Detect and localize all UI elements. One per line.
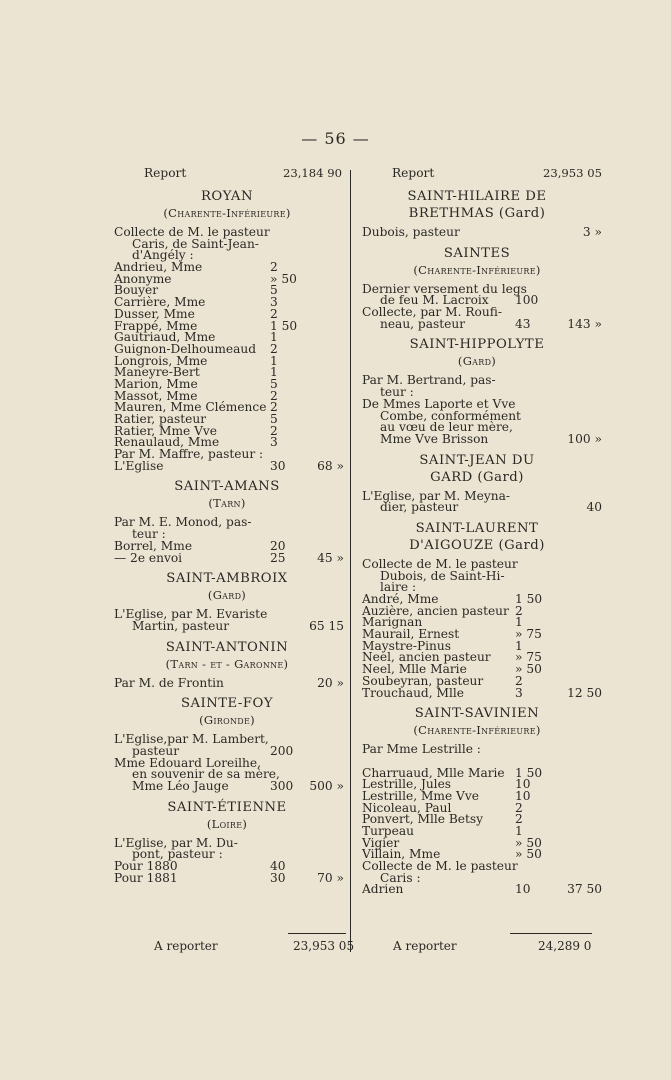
entry-subtotal: 65 15	[309, 618, 344, 633]
entry-text: dier, pasteur	[380, 500, 459, 515]
entry-amount: » 75	[515, 627, 542, 642]
entry-line	[114, 675, 350, 690]
entry-amount: 100	[515, 293, 539, 308]
entry-amount: 5	[270, 412, 278, 426]
entry-amount: 30	[270, 458, 286, 473]
entry-amount: 1 50	[270, 318, 298, 333]
entry-list	[362, 744, 602, 896]
entry-list	[362, 488, 602, 515]
section-title: SAINT-AMANS	[174, 479, 280, 495]
entry-amount: 2	[270, 388, 278, 403]
section	[104, 695, 350, 792]
section-title: SAINTES	[443, 245, 511, 261]
entry-text: Lestrille, Jules	[362, 777, 452, 792]
entry-amount: 1	[515, 824, 523, 838]
a-reporter-value-right: 24,289 0	[538, 939, 592, 953]
entry-text: Par M. Maffre, pasteur :	[114, 447, 264, 462]
entry-text: Collecte de M. le pasteur	[362, 859, 518, 874]
entry-text: Soubeyran, pasteur	[362, 673, 484, 688]
entry-text: De Mmes Laporte et Vve	[362, 396, 516, 411]
entry-text: Mme Léo Jauge	[132, 779, 229, 793]
entry-amount: 1	[515, 638, 523, 653]
entry-text: Carrière, Mme	[114, 295, 206, 310]
entry-text: Ratier, pasteur	[114, 412, 207, 426]
entry-text: au vœu de leur mère,	[380, 420, 513, 435]
entry-amount: 2	[270, 306, 278, 321]
entry-text: teur :	[380, 385, 414, 400]
entry-text: Marignan	[362, 615, 423, 630]
entry-subtotal: 45 »	[317, 550, 344, 565]
entry-text: teur :	[132, 527, 166, 542]
entry-text: Villain, Mme	[362, 847, 441, 862]
entry-line	[114, 870, 350, 885]
entry-amount: 1	[270, 330, 278, 345]
entry-text: Longrois, Mme	[114, 353, 208, 368]
entry-text: Frappé, Mme	[114, 318, 198, 333]
section-subtitle: (Gard)	[457, 354, 497, 369]
entry-amount: 10	[515, 882, 531, 897]
section	[104, 478, 350, 564]
entry-amount: 2	[270, 341, 278, 356]
entry-text: Dernier versement du legs	[362, 281, 527, 296]
entry-amount: 3	[270, 295, 278, 310]
section-subtitle: (Tarn)	[208, 496, 246, 511]
entry-text: pasteur	[132, 743, 180, 758]
entry-amount: » 50	[515, 835, 542, 850]
a-reporter-value-left: 23,953 05	[293, 939, 355, 953]
entry-subtotal: 3 »	[582, 225, 602, 239]
entry-amount: 200	[270, 743, 294, 758]
entry-text: Pour 1881	[114, 870, 178, 885]
section-title: ROYAN	[201, 189, 253, 204]
entry-text: Ratier, Mme Vve	[114, 423, 217, 438]
entry-text: Maystre-Pinus	[362, 638, 451, 653]
entry-list	[362, 227, 602, 239]
entry-subtotal: 100 »	[567, 431, 602, 446]
section-title: SAINT-AMBROIX	[166, 571, 288, 587]
entry-line	[114, 550, 350, 565]
entry-text: Ponvert, Mlle Betsy	[362, 812, 484, 827]
entry-amount: 5	[270, 283, 278, 298]
entry-subtotal: 70 »	[317, 870, 344, 885]
entry-text: Par M. E. Monod, pas-	[114, 515, 252, 530]
entry-text: Dusser, Mme	[114, 306, 195, 321]
entry-amount: 2	[515, 812, 523, 827]
entry-amount: 2	[515, 673, 523, 688]
entry-text: Auzière, ancien pasteur	[362, 603, 509, 618]
section	[352, 705, 602, 896]
entry-line	[114, 458, 350, 473]
entry-text: Gautriaud, Mme	[114, 330, 216, 345]
entry-text: Trouchaud, Mlle	[362, 685, 464, 700]
entry-text: Par M. Bertrand, pas-	[362, 373, 496, 388]
section-title: SAINT-JEAN DU	[419, 452, 535, 468]
entry-text: Collecte, par M. Roufi-	[362, 305, 502, 320]
entry-text: Lestrille, Mme Vve	[362, 788, 479, 803]
section-subtitle: (Charente-Inférieure)	[413, 723, 541, 738]
entry-list	[114, 734, 350, 792]
entry-line	[362, 685, 602, 700]
section-subtitle: (Gironde)	[199, 713, 255, 728]
entry-list	[362, 375, 602, 445]
total-rule-right	[510, 933, 592, 934]
a-reporter-label-right: A reporter	[393, 939, 457, 953]
entry-text: Pour 1880	[114, 859, 178, 874]
entry-text: Collecte de M. le pasteur	[362, 556, 518, 571]
entry-text: Anonyme	[114, 271, 172, 286]
entry-subtotal: 68 »	[317, 458, 344, 473]
entry-text: Borrel, Mme	[114, 538, 193, 553]
section	[104, 799, 350, 885]
entry-list	[114, 835, 350, 885]
section-title: SAINT-HIPPOLYTE	[409, 337, 545, 353]
entry-text: en souvenir de sa mère,	[132, 767, 280, 782]
entry-text: L'Eglise	[114, 458, 164, 473]
entry-text: Mauren, Mme Clémence	[114, 400, 267, 415]
section-title: SAINT-LAURENT	[415, 520, 539, 536]
a-reporter-label-left: A reporter	[154, 939, 218, 953]
entry-list	[362, 281, 602, 331]
entry-amount: 43	[515, 316, 531, 331]
entry-subtotal: 500 »	[309, 779, 344, 793]
report-label: Report	[392, 166, 435, 180]
section-subtitle: (Gard)	[207, 588, 247, 603]
entry-text: d'Angély :	[132, 248, 194, 263]
report-label: Report	[144, 166, 187, 180]
report-value: 23,184 90	[282, 166, 342, 180]
entry-text: Neel, Mlle Marie	[362, 662, 467, 677]
entry-amount: » 50	[270, 271, 297, 286]
entry-text: Caris, de Saint-Jean-	[132, 236, 259, 251]
section-subtitle: (Charente-Inférieure)	[413, 262, 541, 277]
entry-list	[114, 675, 350, 690]
section-title-line2: BRETHMAS (Gard)	[408, 206, 546, 221]
section	[104, 570, 350, 632]
entry-amount: 300	[270, 779, 294, 793]
entry-text: Maneyre-Bert	[114, 365, 200, 380]
report-value: 23,953 05	[542, 166, 602, 180]
entry-text: Par M. de Frontin	[114, 675, 224, 690]
entry-text: — 2e envoi	[114, 550, 183, 565]
section	[352, 188, 602, 239]
entry-line	[114, 781, 350, 793]
entry-list	[114, 517, 350, 564]
entry-text: Turpeau	[362, 824, 414, 838]
entry-line	[114, 618, 350, 633]
entry-list	[362, 556, 602, 700]
entry-line	[362, 502, 602, 514]
entry-text: pont, pasteur :	[132, 847, 223, 862]
section	[104, 639, 350, 690]
entry-line	[362, 227, 602, 239]
entry-subtotal: 20 »	[317, 675, 344, 690]
entry-amount: 2	[270, 260, 278, 275]
entry-line	[362, 316, 602, 331]
entry-text: Nicoleau, Paul	[362, 800, 452, 815]
entry-text: Dubois, pasteur	[362, 225, 460, 239]
entry-text: Bouyer	[114, 283, 159, 298]
entry-subtotal: 40	[586, 500, 602, 515]
entry-amount: 3	[515, 685, 523, 700]
entry-amount: 10	[515, 777, 531, 792]
entry-text: L'Eglise, par M. Du-	[114, 835, 238, 850]
entry-text: Marion, Mme	[114, 376, 198, 391]
section-title-line2: GARD (Gard)	[430, 469, 524, 485]
entry-amount: 3	[270, 435, 278, 450]
entry-amount: 2	[515, 603, 523, 618]
right-column	[352, 166, 602, 896]
section	[352, 452, 602, 514]
entry-amount: 1 50	[515, 592, 543, 606]
section-title: SAINT-ANTONIN	[165, 639, 289, 655]
report-row	[352, 166, 602, 182]
entry-amount: 1	[270, 353, 278, 368]
entry-amount: 2	[270, 400, 278, 415]
entry-line	[362, 884, 602, 896]
total-rule-left	[288, 933, 346, 934]
entry-amount: 1	[515, 615, 523, 630]
entry-text: Mme Vve Brisson	[380, 431, 489, 446]
column-divider	[350, 170, 351, 952]
entry-amount: 25	[270, 550, 286, 565]
section-subtitle: (Tarn - et - Garonne)	[165, 656, 289, 671]
entry-subtotal: 37 50	[567, 882, 602, 897]
entry-text: L'Eglise, par M. Meyna-	[362, 488, 510, 503]
entry-text: Maurail, Ernest	[362, 627, 460, 642]
entry-amount: » 50	[515, 662, 542, 677]
section	[352, 336, 602, 445]
entry-text: Dubois, de Saint-Hi-	[380, 568, 505, 583]
entry-text: neau, pasteur	[380, 316, 466, 331]
section	[104, 188, 350, 472]
entry-text: Caris :	[380, 870, 421, 885]
entry-amount: 10	[515, 788, 531, 803]
section	[352, 245, 602, 331]
entry-text: Massot, Mme	[114, 388, 198, 403]
entry-text: Neel, ancien pasteur	[362, 650, 491, 665]
entry-text: Mme Edouard Loreilhe,	[114, 755, 261, 770]
section-title: SAINT-ÉTIENNE	[167, 799, 287, 815]
entry-amount: 2	[515, 800, 523, 815]
report-row	[104, 166, 350, 182]
entry-amount: » 50	[515, 847, 542, 862]
section-title-line2: D'AIGOUZE (Gard)	[409, 537, 545, 553]
entry-text: André, Mme	[362, 592, 439, 606]
entry-text: laire :	[380, 580, 417, 595]
entry-text: Vigier	[362, 835, 400, 850]
entry-text: L'Eglise,par M. Lambert,	[114, 732, 269, 747]
entry-line	[362, 431, 602, 446]
section-title: SAINT-SAVINIEN	[414, 706, 540, 722]
entry-text: Collecte de M. le pasteur	[114, 225, 270, 239]
entry-subtotal: 143 »	[567, 316, 602, 331]
entry-amount: 1	[270, 365, 278, 380]
section-subtitle: (Charente-Inférieure)	[163, 206, 291, 220]
entry-text: Par Mme Lestrille :	[362, 742, 481, 757]
entry-amount: 2	[270, 423, 278, 438]
entry-amount: 20	[270, 538, 286, 553]
section-title: SAINTE-FOY	[180, 696, 274, 712]
entry-text: Andrieu, Mme	[114, 260, 203, 275]
entry-text: Renaulaud, Mme	[114, 435, 220, 450]
entry-line	[362, 744, 602, 756]
entry-text: Martin, pasteur	[132, 618, 230, 633]
entry-subtotal: 12 50	[567, 685, 602, 700]
entry-amount: 5	[270, 376, 278, 391]
entry-list	[114, 609, 350, 632]
entry-text: Combe, conformément	[380, 408, 521, 423]
left-column	[104, 166, 350, 884]
section-subtitle: (Loire)	[206, 816, 248, 831]
entry-list	[114, 227, 350, 472]
page-number: — 56 —	[301, 129, 370, 148]
entry-amount: 1 50	[515, 765, 543, 780]
entry-text: Charruaud, Mlle Marie	[362, 765, 505, 780]
entry-text: de feu M. Lacroix	[380, 293, 489, 308]
entry-amount: » 75	[515, 650, 542, 665]
section-title: SAINT-HILAIRE DE	[407, 189, 547, 204]
entry-amount: 40	[270, 859, 286, 874]
entry-text: L'Eglise, par M. Evariste	[114, 607, 268, 622]
entry-amount: 30	[270, 870, 286, 885]
entry-text: Adrien	[362, 882, 404, 897]
section	[352, 520, 602, 699]
entry-text: Guignon-Delhoumeaud	[114, 341, 257, 356]
